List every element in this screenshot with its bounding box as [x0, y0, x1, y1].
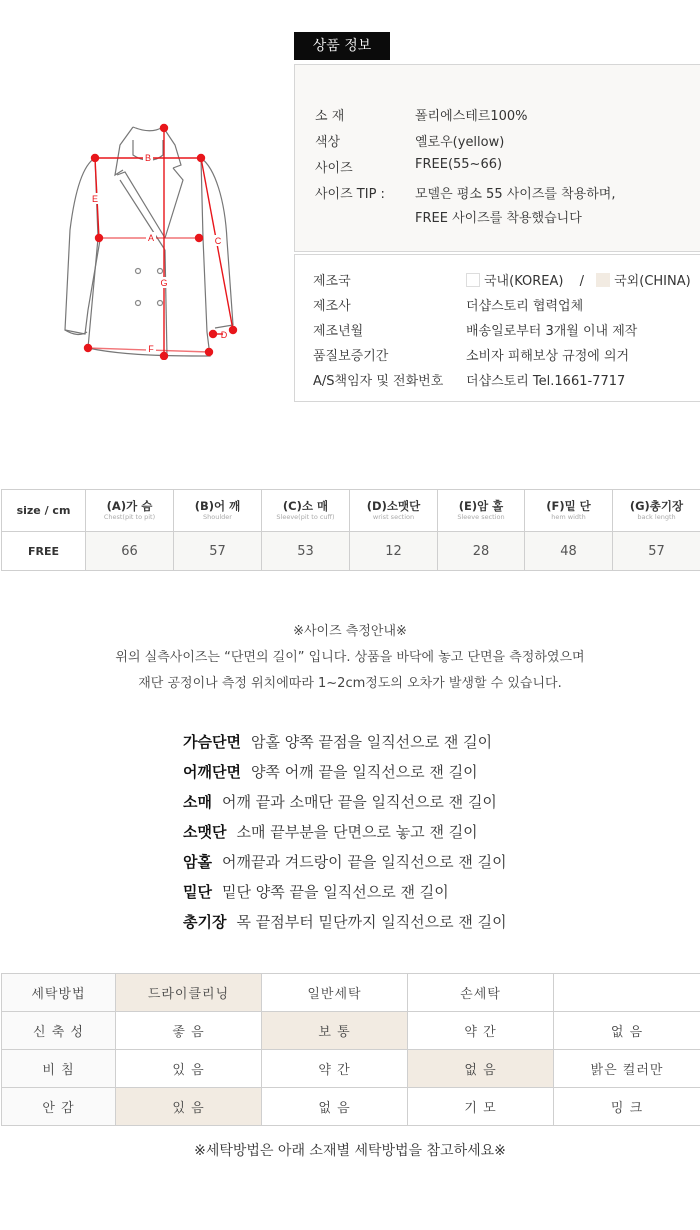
- definition-item: [183, 819, 507, 849]
- col-name: (E)암 홀: [458, 498, 504, 513]
- col-armhole: [438, 490, 525, 532]
- garment-measurement-diagram: [55, 120, 255, 360]
- info-key: 소 재: [315, 109, 345, 124]
- col-chest: [86, 490, 174, 532]
- label-g: G: [160, 278, 168, 288]
- definition-item: [183, 759, 507, 789]
- definition-term: 소매: [183, 793, 212, 811]
- col-length: [613, 490, 700, 532]
- label-c: C: [214, 236, 222, 246]
- col-shoulder: [174, 490, 262, 532]
- care-cell: 좋 음: [116, 1012, 262, 1050]
- definition-term: 밑단: [183, 883, 212, 901]
- value-sleeve: 53: [262, 532, 350, 571]
- care-cell: 일반세탁: [262, 974, 408, 1012]
- col-sleeve: [262, 490, 350, 532]
- col-sub: Sleeve section: [457, 512, 505, 521]
- col-sub: hem width: [551, 512, 586, 521]
- care-row-stretch: [2, 1012, 700, 1050]
- col-name: (G)총기장: [629, 498, 684, 513]
- label-d: D: [220, 330, 228, 340]
- definition-desc: 밑단 양쪽 끝을 일직선으로 잰 길이: [221, 883, 449, 901]
- care-cell: 약 간: [262, 1050, 408, 1088]
- label-a: A: [147, 233, 155, 243]
- info-value: 옐로우(yellow): [415, 135, 505, 150]
- origin-overseas-label: 국외(CHINA): [614, 274, 691, 289]
- info-key: 제조년월: [313, 324, 364, 339]
- care-cell: 밝은 컬러만: [554, 1050, 700, 1088]
- size-table-corner: size / cm: [2, 490, 86, 532]
- definition-desc: 소매 끝부분을 단면으로 놓고 잰 길이: [236, 823, 478, 841]
- info-value: 폴리에스테르100%: [415, 109, 528, 124]
- size-table-header: [2, 490, 700, 532]
- fabric-care-table: [1, 973, 700, 1126]
- info-value: 더샵스토리 협력업체: [466, 299, 584, 314]
- checkbox-domestic: [466, 273, 480, 287]
- info-value: 더샵스토리 Tel.1661-7717: [466, 374, 626, 389]
- origin-domestic-label: 국내(KOREA): [484, 274, 564, 289]
- value-shoulder: 57: [174, 532, 262, 571]
- col-sub: wrist section: [372, 512, 415, 521]
- col-hem: [525, 490, 613, 532]
- care-cell: 있 음: [116, 1050, 262, 1088]
- col-sub: Chest(pit to pit): [103, 512, 156, 521]
- definition-item: [183, 729, 507, 759]
- definition-item: [183, 849, 507, 879]
- definition-desc: 암홀 양쪽 끝점을 일직선으로 잰 길이: [250, 733, 493, 751]
- checkbox-overseas-selected: [596, 273, 610, 287]
- definition-item: [183, 789, 507, 819]
- label-e: E: [91, 194, 99, 204]
- care-cell-selected: 있 음: [116, 1088, 262, 1126]
- info-key: 제조사: [313, 299, 351, 314]
- care-row-wash-method: [2, 974, 700, 1012]
- product-origin-info: [294, 254, 700, 402]
- col-name: (F)밑 단: [546, 498, 591, 513]
- care-cell: 기 모: [408, 1088, 554, 1126]
- product-basic-info: [294, 64, 700, 252]
- note-line-1: 위의 실측사이즈는 “단면의 길이” 입니다. 상품을 바닥에 놓고 단면을 측정하였으며: [115, 650, 585, 665]
- col-name: (C)소 매: [282, 498, 329, 513]
- size-table: [1, 489, 700, 571]
- care-cell-selected: 보 통: [262, 1012, 408, 1050]
- col-name: (D)소맷단: [366, 498, 421, 513]
- origin-options: [466, 270, 691, 289]
- care-row-lining: [2, 1088, 700, 1126]
- info-value: 소비자 피해보상 규정에 의거: [466, 349, 630, 364]
- definition-desc: 어깨끝과 겨드랑이 끝을 일직선으로 잰 길이: [221, 853, 507, 871]
- size-label: FREE: [2, 532, 86, 571]
- info-value: FREE(55~66): [415, 157, 503, 172]
- info-value: 배송일로부터 3개월 이내 제작: [466, 324, 638, 339]
- definition-term: 어깨단면: [183, 763, 241, 781]
- definition-desc: 목 끝점부터 밑단까지 일직선으로 잰 길이: [236, 913, 507, 931]
- definition-desc: 양쪽 어깨 끝을 일직선으로 잰 길이: [250, 763, 478, 781]
- value-chest: 66: [86, 532, 174, 571]
- col-name: (A)가 슴: [106, 498, 153, 513]
- info-key: 색상: [315, 135, 341, 150]
- definition-term: 소맷단: [183, 823, 227, 841]
- definition-term: 가슴단면: [183, 733, 241, 751]
- care-row-label: 신 축 성: [2, 1012, 116, 1050]
- info-value: 모델은 평소 55 사이즈를 착용하며,: [415, 187, 616, 202]
- info-key: 사이즈: [315, 161, 353, 176]
- care-cell: 밍 크: [554, 1088, 700, 1126]
- care-cell: 없 음: [262, 1088, 408, 1126]
- care-row-sheerness: [2, 1050, 700, 1088]
- label-f: F: [148, 344, 154, 354]
- definition-term: 총기장: [183, 913, 227, 931]
- care-cell: 손세탁: [408, 974, 554, 1012]
- col-sub: Shoulder: [203, 512, 232, 521]
- care-cell: 없 음: [554, 1012, 700, 1050]
- definition-desc: 어깨 끝과 소매단 끝을 일직선으로 잰 길이: [221, 793, 497, 811]
- col-sub: back length: [637, 512, 676, 521]
- note-title: ※사이즈 측정안내※: [293, 624, 407, 639]
- info-key: A/S책임자 및 전화번호: [313, 374, 444, 389]
- definition-term: 암홀: [183, 853, 212, 871]
- care-row-label: 세탁방법: [2, 974, 116, 1012]
- value-armhole: 28: [438, 532, 525, 571]
- care-cell: [554, 974, 700, 1012]
- care-cell: 약 간: [408, 1012, 554, 1050]
- care-row-label: 안 감: [2, 1088, 116, 1126]
- care-footer-note: ※세탁방법은 아래 소재별 세탁방법을 참고하세요※: [194, 1143, 506, 1159]
- measurement-definitions: [183, 729, 507, 939]
- label-b: B: [144, 153, 152, 163]
- care-cell-selected: 없 음: [408, 1050, 554, 1088]
- definition-item: [183, 909, 507, 939]
- care-row-label: 비 침: [2, 1050, 116, 1088]
- definition-item: [183, 879, 507, 909]
- col-sub: Sleeve(pit to cuff): [276, 512, 335, 521]
- info-key: 사이즈 TIP :: [315, 187, 385, 202]
- col-name: (B)어 깨: [194, 498, 241, 513]
- info-value: FREE 사이즈를 착용했습니다: [415, 211, 582, 226]
- value-length: 57: [613, 532, 700, 571]
- size-table-row: [2, 532, 700, 571]
- origin-separator: /: [579, 274, 584, 289]
- note-line-2: 재단 공정이나 측정 위치에따라 1~2cm정도의 오차가 발생할 수 있습니다.: [138, 676, 562, 691]
- info-key: 품질보증기간: [313, 349, 389, 364]
- care-cell-selected: 드라이클리닝: [116, 974, 262, 1012]
- value-hem: 48: [525, 532, 613, 571]
- measurement-note: [0, 620, 700, 698]
- col-wrist: [350, 490, 438, 532]
- value-wrist: 12: [350, 532, 438, 571]
- info-key: 제조국: [313, 274, 351, 289]
- product-info-tag: 상품 정보: [294, 32, 390, 60]
